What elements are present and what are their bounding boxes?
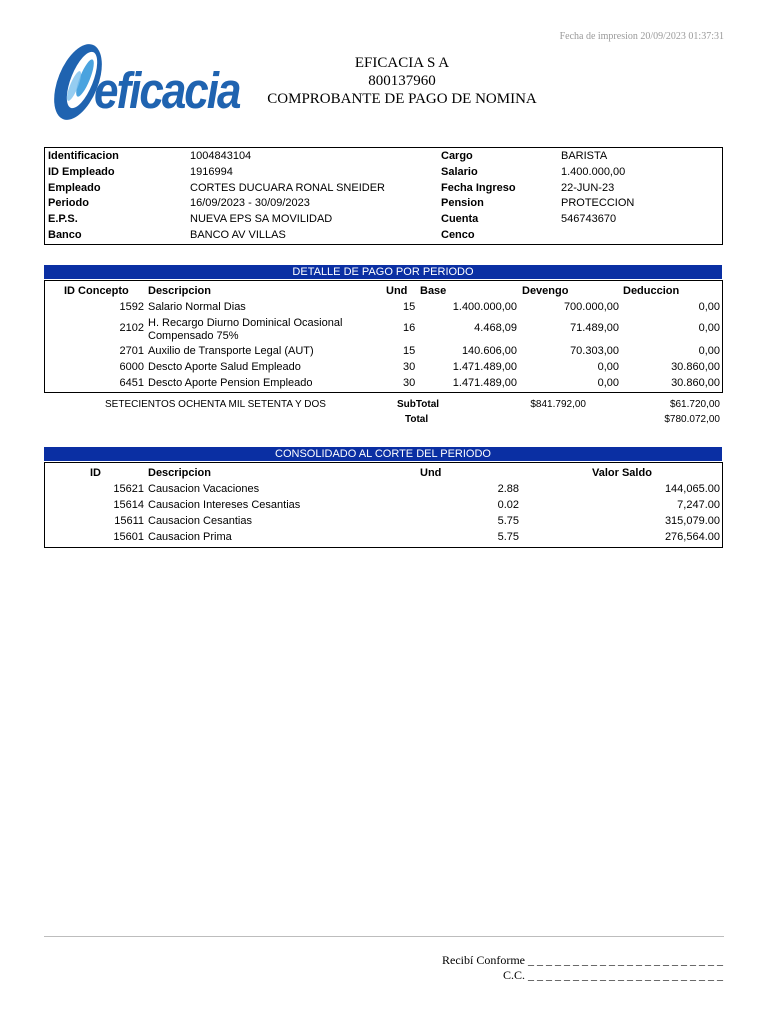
row-devengo: 71.489,00 xyxy=(570,322,619,334)
row-deduccion: 0,00 xyxy=(698,345,720,357)
row-id: 2701 xyxy=(119,345,144,357)
info-value: BARISTA xyxy=(561,150,608,162)
row-saldo: 276,564.00 xyxy=(664,531,720,543)
row-desc: Causacion Prima xyxy=(148,531,232,543)
info-label: Empleado xyxy=(48,182,101,194)
col-header-devengo: Devengo xyxy=(522,285,569,297)
row-und: 15 xyxy=(403,301,416,313)
row-desc: Causacion Intereses Cesantias xyxy=(148,499,301,511)
row-desc: Causacion Vacaciones xyxy=(148,483,260,495)
info-label: Cuenta xyxy=(441,213,479,225)
row-id: 2102 xyxy=(119,322,144,334)
detalle-band: DETALLE DE PAGO POR PERIODO xyxy=(44,265,722,279)
row-id: 1592 xyxy=(119,301,144,313)
row-und: 15 xyxy=(403,345,416,357)
row-saldo: 144,065.00 xyxy=(664,483,720,495)
info-label: Pension xyxy=(441,197,484,209)
row-desc-cont: Compensado 75% xyxy=(148,330,239,342)
info-label: Cargo xyxy=(441,150,473,162)
col-header-und: Und xyxy=(420,467,442,479)
info-value: BANCO AV VILLAS xyxy=(190,229,286,241)
info-value: 546743670 xyxy=(561,213,617,225)
info-value: 22-JUN-23 xyxy=(561,182,615,194)
row-und: 30 xyxy=(403,361,416,373)
col-header-id: ID Concepto xyxy=(64,285,129,297)
row-und: 16 xyxy=(403,322,416,334)
col-header-id: ID xyxy=(90,467,101,479)
info-value: NUEVA EPS SA MOVILIDAD xyxy=(190,213,333,225)
row-und: 0.02 xyxy=(497,499,519,511)
info-value: CORTES DUCUARA RONAL SNEIDER xyxy=(190,182,385,194)
row-saldo: 7,247.00 xyxy=(677,499,720,511)
company-header xyxy=(200,54,604,108)
company-logo xyxy=(44,34,240,126)
row-deduccion: 0,00 xyxy=(698,322,720,334)
total-label: Total xyxy=(405,414,429,425)
print-date: Fecha de impresion 20/09/2023 01:37:31 xyxy=(559,31,724,42)
row-desc: Salario Normal Dias xyxy=(148,301,246,313)
row-desc: Causacion Cesantias xyxy=(148,515,252,527)
row-devengo: 0,00 xyxy=(597,361,619,373)
info-value: 1.400.000,00 xyxy=(561,166,626,178)
row-devengo: 70.303,00 xyxy=(570,345,619,357)
row-base: 1.471.489,00 xyxy=(452,361,517,373)
info-label: ID Empleado xyxy=(48,166,115,178)
row-id: 6451 xyxy=(119,377,144,389)
total-value: $780.072,00 xyxy=(664,414,720,425)
col-header-desc: Descripcion xyxy=(148,467,211,479)
info-label: Salario xyxy=(441,166,478,178)
col-header-base: Base xyxy=(420,285,447,297)
row-desc: Descto Aporte Salud Empleado xyxy=(148,361,301,373)
info-value: 1916994 xyxy=(190,166,233,178)
info-label: E.P.S. xyxy=(48,213,78,225)
info-value: 1004843104 xyxy=(190,150,252,162)
info-label: Banco xyxy=(48,229,82,241)
row-und: 5.75 xyxy=(497,531,519,543)
row-base: 140.606,00 xyxy=(461,345,517,357)
row-und: 2.88 xyxy=(497,483,519,495)
subtotal-deduccion: $61.720,00 xyxy=(669,399,720,410)
row-deduccion: 30.860,00 xyxy=(671,361,720,373)
col-header-desc: Descripcion xyxy=(148,285,211,297)
signature-cc: C.C. _ _ _ _ _ _ _ _ _ _ _ _ _ _ _ _ _ _ _ _ _ _ xyxy=(502,968,723,982)
row-id: 15601 xyxy=(113,531,144,543)
row-id: 15611 xyxy=(114,515,144,527)
logo-wordmark: eficacia xyxy=(94,63,240,120)
info-value: PROTECCION xyxy=(561,197,635,209)
row-base: 4.468,09 xyxy=(474,322,517,334)
col-header-und: Und xyxy=(386,285,408,297)
row-devengo: 0,00 xyxy=(597,377,619,389)
subtotal-label: SubTotal xyxy=(397,399,440,410)
info-label: Cenco xyxy=(441,229,475,241)
row-und: 5.75 xyxy=(497,515,519,527)
col-header-saldo: Valor Saldo xyxy=(592,467,652,479)
consolidado-band: CONSOLIDADO AL CORTE DEL PERIODO xyxy=(44,447,722,461)
row-deduccion: 30.860,00 xyxy=(671,377,720,389)
row-id: 15614 xyxy=(113,499,144,511)
subtotal-devengo: $841.792,00 xyxy=(530,399,586,410)
row-id: 15621 xyxy=(113,483,144,495)
row-id: 6000 xyxy=(119,361,144,373)
row-base: 1.400.000,00 xyxy=(452,301,517,313)
col-header-deduccion: Deduccion xyxy=(623,285,680,297)
info-label: Identificacion xyxy=(48,150,119,162)
detalle-table xyxy=(44,280,723,393)
document-title: COMPROBANTE DE PAGO DE NOMINA xyxy=(267,91,537,107)
info-label: Periodo xyxy=(48,197,89,209)
info-label: Fecha Ingreso xyxy=(441,182,516,194)
row-desc: Auxilio de Transporte Legal (AUT) xyxy=(148,345,314,357)
row-desc: H. Recargo Diurno Dominical Ocasional xyxy=(148,317,343,329)
row-und: 30 xyxy=(403,377,416,389)
info-value: 16/09/2023 - 30/09/2023 xyxy=(190,197,310,209)
row-devengo: 700.000,00 xyxy=(563,301,619,313)
row-base: 1.471.489,00 xyxy=(452,377,517,389)
signature-recibi: Recibí Conforme _ _ _ _ _ _ _ _ _ _ _ _ _ _ _ _ _ _ _ _ _ _ xyxy=(442,953,723,967)
consolidado-table xyxy=(44,462,723,548)
company-nit: 800137960 xyxy=(368,73,436,89)
footer-divider xyxy=(44,936,724,937)
amount-in-words: SETECIENTOS OCHENTA MIL SETENTA Y DOS xyxy=(105,399,326,410)
row-deduccion: 0,00 xyxy=(698,301,720,313)
row-desc: Descto Aporte Pension Empleado xyxy=(148,377,313,389)
row-saldo: 315,079.00 xyxy=(664,515,720,527)
company-name: EFICACIA S A xyxy=(354,55,450,71)
employee-info-box xyxy=(44,147,723,245)
